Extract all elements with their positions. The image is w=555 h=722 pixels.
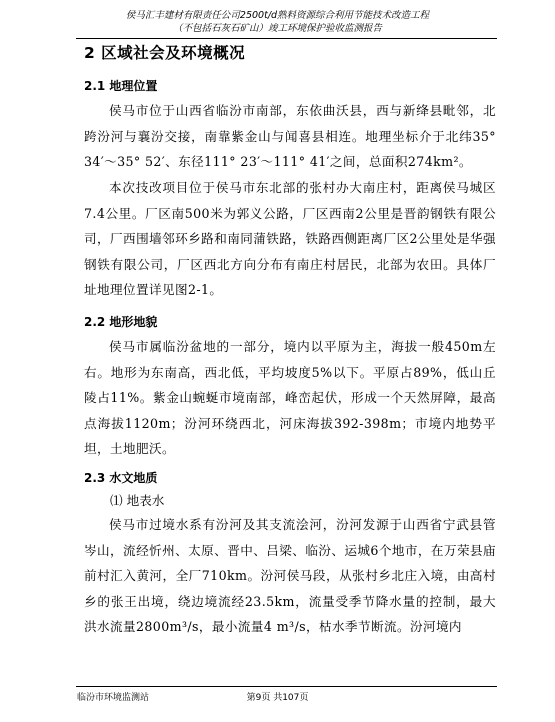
header-divider	[76, 38, 497, 39]
subheading-surface-water: ⑴ 地表水	[110, 493, 165, 508]
section-heading-2-3: 2.3 水文地质	[84, 471, 158, 485]
paragraph-surface-water: 侯马市过境水系有汾河及其支流浍河，汾河发源于山西省宁武县管岑山，流经忻州、太原、晋中、吕梁、临汾、运城6个地市，在万荣县庙前村汇入黄河，全厂710km。汾河侯马段，从张村乡北庄入境，由高村乡的张王出境，绕边境流经23.5km，流量受季节降水量的控制，最大洪水流量2800m³/s，最小流量4 m³/s，枯水季节断流。汾河境内	[84, 517, 496, 635]
paragraph-terrain: 侯马市属临汾盆地的一部分，境内以平原为主，海拔一般450m左右。地形为东南高，西北低，平均坡度5%以下。平原占89%，低山丘陵占11%。紫金山蜿蜒市境南部，峰峦起伏，形成一个天然屏障，最高点海拔1120m；汾河环绕西北，河床海拔392-398m；市境内地势平坦，土地肥沃。	[84, 339, 496, 457]
header-line-2: （不包括石灰石矿山）竣工环境保护验收监测报告	[172, 23, 382, 34]
paragraph-project-location: 本次技改项目位于侯马市东北部的张村办大南庄村，距离侯马城区7.4公里。厂区南500米为郭义公路，厂区西南2公里是晋韵钢铁有限公司，厂西围墙邻环乡路和南同蒲铁路，铁路西侧距离厂区2公里处是华强钢铁有限公司，厂区西北方向分布有南庄村居民，北部为农田。具体厂址地理位置详见图2-1。	[84, 180, 496, 298]
paragraph-geo-location: 侯马市位于山西省临汾市南部，东依曲沃县，西与新绛县毗邻，北跨汾河与襄汾交接，南靠紫金山与闻喜县相连。地理坐标介于北纬35° 34′～35° 52′、东径111° 23′～111° 41′之间，总面积274km²。	[84, 103, 496, 170]
footer-divider	[76, 686, 497, 687]
chapter-title: 2 区域社会及环境概况	[84, 44, 246, 62]
section-heading-2-1: 2.1 地理位置	[84, 79, 158, 93]
running-header	[60, 9, 495, 35]
header-line-1: 侯马汇丰建材有限责任公司2500t/d熟料资源综合利用节能技术改造工程	[125, 10, 430, 21]
section-heading-2-2: 2.2 地形地貌	[84, 315, 158, 329]
footer-organization: 临汾市环境监测站	[77, 693, 150, 703]
footer-page-number: 第9页 共107页	[246, 693, 309, 703]
